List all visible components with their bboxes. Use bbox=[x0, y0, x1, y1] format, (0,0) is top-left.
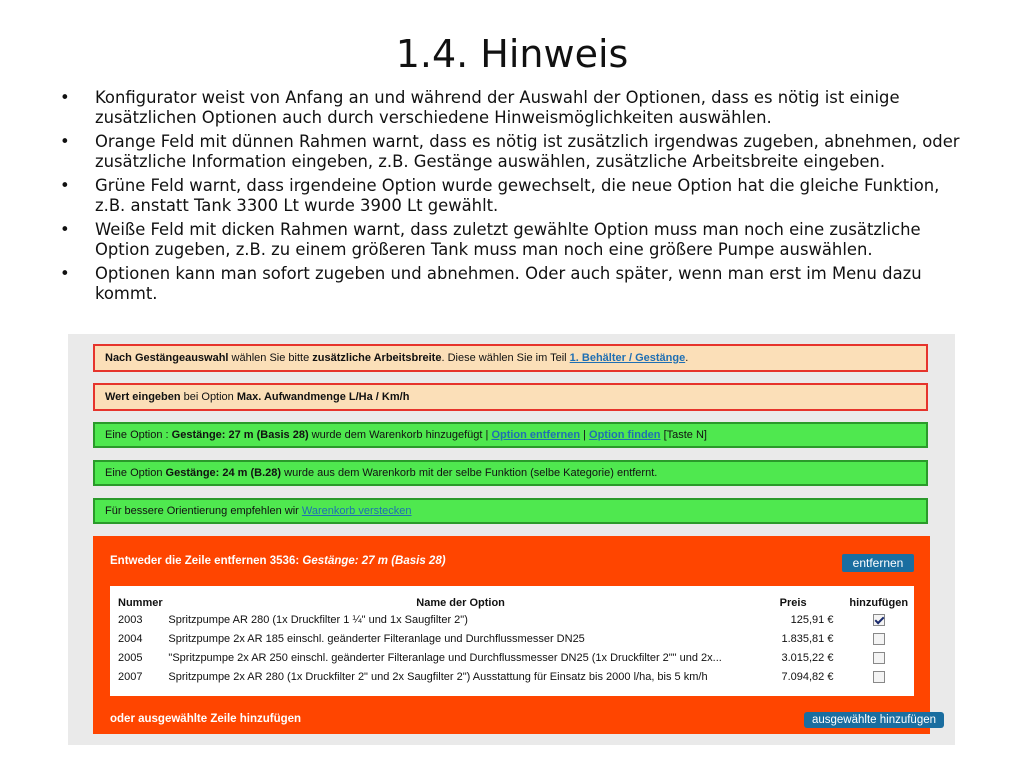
row-number: 2004 bbox=[118, 632, 143, 645]
bullet-text: Grüne Feld warnt, dass irgendeine Option wurde gewechselt, die neue Option hat die gleiche Funktion, z.B. anstatt Tank 3300 Lt wurde 3900 Lt gewählt. bbox=[95, 176, 940, 215]
bullet-list bbox=[60, 88, 970, 308]
notice-text: Eine Option : bbox=[105, 429, 172, 441]
row-option-name: "Spritzpumpe 2x AR 250 einschl. geänderter Filteranlage und Durchflussmesser DN25 (1x Druckfilter 2"" und 2x... bbox=[168, 651, 722, 664]
column-header-name: Name der Option bbox=[416, 597, 505, 609]
bullet-item bbox=[60, 132, 970, 172]
notice-text: wurde aus dem Warenkorb mit der selbe Funktion (selbe Kategorie) entfernt. bbox=[281, 467, 658, 479]
replace-panel-title bbox=[110, 555, 446, 567]
notice-bold: Gestänge: 24 m (B.28) bbox=[165, 467, 282, 479]
bullet-text: Optionen kann man sofort zugeben und abnehmen. Oder auch später, wenn man erst im Menu dazu kommt. bbox=[95, 264, 922, 303]
replace-title-option: Gestänge: 27 m (Basis 28) bbox=[302, 555, 446, 567]
column-header-add: hinzufügen bbox=[849, 597, 909, 609]
row-option-name: Spritzpumpe 2x AR 280 (1x Druckfilter 2" und 2x Saugfilter 2") Ausstattung für Einsatz bis 2000 l/ha, bis 5 km/h bbox=[168, 670, 708, 683]
options-table bbox=[110, 586, 914, 686]
notice-text: [Taste N] bbox=[660, 429, 707, 441]
add-selected-button[interactable]: ausgewählte hinzufügen bbox=[804, 712, 944, 728]
bullet-text: Weiße Feld mit dicken Rahmen warnt, dass zuletzt gewählte Option muss man noch eine zusätzliche Option zugeben, z.B. zu einem größeren Tank muss man noch eine größere Pumpe auswählen. bbox=[95, 220, 921, 259]
notice-option-added bbox=[93, 422, 928, 448]
notice-bold: zusätzliche Arbeitsbreite bbox=[312, 352, 442, 364]
notice-separator: | bbox=[580, 429, 590, 441]
add-checkbox[interactable] bbox=[873, 671, 885, 683]
notice-text: . Diese wählen Sie im Teil bbox=[441, 352, 570, 364]
notice-enter-value bbox=[93, 383, 928, 411]
table-header-row bbox=[110, 586, 914, 610]
bullet-dot: • bbox=[60, 176, 70, 195]
bullet-item bbox=[60, 264, 970, 304]
row-price: 7.094,82 € bbox=[781, 670, 834, 683]
row-number: 2007 bbox=[118, 670, 143, 683]
link-hide-cart[interactable]: Warenkorb verstecken bbox=[301, 505, 412, 517]
row-number: 2003 bbox=[118, 613, 143, 626]
bullet-dot: • bbox=[60, 220, 70, 239]
row-option-name: Spritzpumpe 2x AR 185 einschl. geänderter Filteranlage und Durchflussmesser DN25 bbox=[168, 632, 585, 645]
row-number: 2005 bbox=[118, 651, 143, 664]
bullet-text: Orange Feld mit dünnen Rahmen warnt, dass es nötig ist zusätzlich irgendwas zugeben, abnehmen, oder zusätzliche Information eingeben, z.B. Gestänge auswählen, zusätzliche Arbeitsbreite eingeben. bbox=[95, 132, 960, 171]
row-price: 3.015,22 € bbox=[781, 651, 834, 664]
screenshot-panel bbox=[68, 334, 955, 745]
add-checkbox[interactable] bbox=[873, 614, 885, 626]
options-table-container bbox=[110, 586, 914, 696]
notice-text: . bbox=[685, 352, 689, 364]
table-row bbox=[110, 648, 914, 667]
replace-option-panel bbox=[93, 536, 937, 734]
column-header-number: Nummer bbox=[118, 597, 163, 609]
slide-title: 1.4. Hinweis bbox=[395, 32, 629, 76]
row-option-name: Spritzpumpe AR 280 (1x Druckfilter 1 ¼" und 1x Saugfilter 2") bbox=[168, 613, 468, 626]
link-behaelter-gestaenge[interactable]: 1. Behälter / Gestänge bbox=[569, 352, 686, 364]
table-row bbox=[110, 629, 914, 648]
row-price: 125,91 € bbox=[790, 613, 834, 626]
bullet-text: Konfigurator weist von Anfang an und während der Auswahl der Optionen, dass es nötig ist einige zusätzlichen Optionen auch durch verschiedene Hinweismöglichkeiten auswählen. bbox=[95, 88, 900, 127]
table-row bbox=[110, 667, 914, 686]
notice-text: Für bessere Orientierung empfehlen wir bbox=[105, 505, 302, 517]
add-checkbox[interactable] bbox=[873, 633, 885, 645]
notice-select-working-width bbox=[93, 344, 928, 372]
bullet-dot: • bbox=[60, 264, 70, 283]
link-option-find[interactable]: Option finden bbox=[589, 429, 661, 441]
notice-text: Eine Option bbox=[105, 467, 166, 479]
notice-hide-cart bbox=[93, 498, 928, 524]
bullet-dot: • bbox=[60, 132, 70, 151]
notice-bold: Nach Gestängeauswahl bbox=[105, 352, 229, 364]
notice-bold: Gestänge: 27 m (Basis 28) bbox=[171, 429, 309, 441]
notice-text: wählen Sie bitte bbox=[228, 352, 313, 364]
bullet-item bbox=[60, 220, 970, 260]
bullet-dot: • bbox=[60, 88, 70, 107]
notice-text: wurde dem Warenkorb hinzugefügt | bbox=[308, 429, 492, 441]
add-checkbox[interactable] bbox=[873, 652, 885, 664]
column-header-price: Preis bbox=[779, 597, 807, 609]
notice-bold: Max. Aufwandmenge L/Ha / Km/h bbox=[236, 391, 410, 403]
notice-option-removed bbox=[93, 460, 928, 486]
replace-title-text: Entweder die Zeile entfernen 3536: bbox=[110, 555, 303, 567]
notice-text: bei Option bbox=[180, 391, 237, 403]
remove-button[interactable]: entfernen bbox=[842, 554, 914, 572]
row-price: 1.835,81 € bbox=[781, 632, 834, 645]
add-selected-hint: oder ausgewählte Zeile hinzufügen bbox=[110, 713, 302, 725]
table-row bbox=[110, 610, 914, 629]
notice-bold: Wert eingeben bbox=[105, 391, 181, 403]
bullet-item bbox=[60, 88, 970, 128]
bullet-item bbox=[60, 176, 970, 216]
link-option-remove[interactable]: Option entfernen bbox=[491, 429, 581, 441]
